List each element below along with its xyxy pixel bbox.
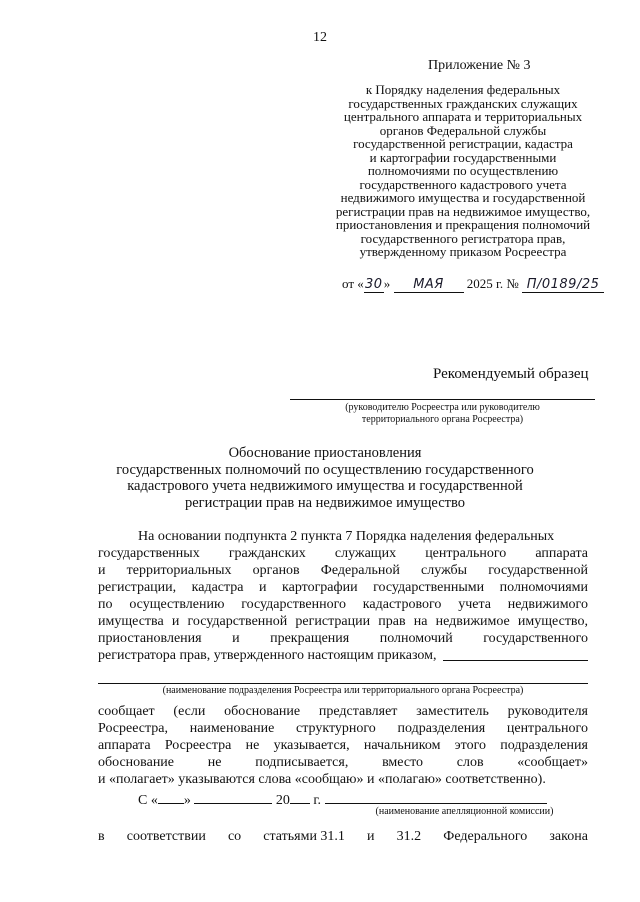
word: государственных: [98, 546, 200, 561]
word: подразделения: [500, 738, 588, 753]
word: недвижимого: [507, 597, 588, 612]
word: государственного: [483, 631, 588, 646]
year-prefix: 20: [275, 793, 290, 808]
word: кадастра: [191, 580, 244, 595]
word: структурного: [296, 721, 376, 736]
appendix-line: государственной регистрации, кадастра: [353, 136, 573, 151]
word: Росреестра: [164, 738, 232, 753]
appendix-line: государственного кадастрового учета: [359, 176, 567, 192]
word: обоснование: [98, 755, 175, 770]
title-line: кадастрового учета недвижимого имущества и государственной: [127, 478, 523, 494]
appendix-line: к Порядку наделения федеральных: [365, 82, 561, 97]
word: наименование: [189, 721, 275, 736]
word: «сообщает»: [517, 755, 588, 770]
word: заместитель: [416, 704, 489, 719]
word: подписывается,: [255, 755, 349, 770]
word: картографии: [282, 580, 358, 595]
paragraph-basis: [98, 528, 588, 664]
appendix-title: Приложение № 3: [428, 58, 531, 73]
word: регистрации,: [98, 580, 177, 595]
word: и: [171, 614, 180, 629]
word: сообщает: [98, 704, 155, 719]
title-line: государственных полномочий по осуществлению государственного: [116, 461, 534, 478]
word: полномочий: [379, 631, 453, 646]
word: аппарата: [98, 738, 151, 753]
word: начальником: [363, 738, 441, 753]
word: и: [367, 829, 375, 844]
word: обоснование: [224, 704, 301, 719]
date-year: 2025 г. №: [466, 276, 519, 291]
justified-line: [98, 579, 588, 596]
appendix-line: утвержденному приказом Росреестра: [359, 244, 567, 259]
word: на: [413, 614, 428, 629]
word: Росреестра,: [98, 721, 168, 736]
justified-line: [98, 754, 588, 771]
word: осуществлению: [129, 597, 225, 612]
word: статьями 31.1: [263, 829, 345, 844]
word: имущество,: [517, 614, 588, 629]
c-mid: »: [183, 793, 191, 808]
date-month-handwritten: МАЯ: [394, 277, 464, 293]
word: по: [98, 597, 113, 612]
date-mid: »: [383, 276, 391, 291]
appendix-line: органов Федеральной службы: [379, 122, 547, 138]
appendix-line: полномочиями по осуществлению: [367, 163, 559, 178]
word: со: [227, 829, 242, 844]
word: центрального: [425, 546, 507, 561]
last-line-text: регистратора прав, утвержденного настоящим приказом,: [98, 648, 437, 663]
appendix-line: недвижимого имущества и государственной: [340, 190, 586, 205]
word: в: [98, 829, 105, 844]
word: имущества: [98, 614, 164, 629]
appendix-body: [318, 83, 608, 259]
subdivision-caption: (наименование подразделения Росреестра или территориального органа Росреестра): [162, 685, 524, 696]
appendix-line: приостановления и прекращения полномочий: [335, 217, 591, 232]
commission-fill-line: [325, 790, 547, 804]
word: органов: [252, 563, 300, 578]
word: государственной: [488, 563, 588, 578]
word: приостановления: [98, 631, 202, 646]
title-line: регистрации прав на недвижимое имущество: [184, 494, 466, 511]
word: регистрации: [295, 614, 371, 629]
sample-label: Рекомендуемый образец: [433, 366, 589, 382]
paragraph-final: [98, 828, 588, 845]
paragraph-first-line: На основании подпункта 2 пункта 7 Порядка наделения федеральных: [138, 529, 555, 544]
word: этого: [454, 738, 487, 753]
word: вместо: [382, 755, 424, 770]
justified-line: [98, 720, 588, 737]
word: (если: [173, 704, 206, 719]
appendix-line: регистрации прав на недвижимое имущество,: [335, 203, 591, 219]
word: государственной: [187, 614, 288, 629]
word: полномочиями: [499, 580, 588, 595]
word: указывается,: [273, 738, 350, 753]
justified-line: [98, 703, 588, 720]
justified-line: [98, 596, 588, 613]
word: слов: [456, 755, 484, 770]
word: не: [245, 738, 260, 753]
day-fill-line: [158, 790, 184, 804]
title-line: Обоснование приостановления: [228, 445, 422, 461]
word: руководителя: [507, 704, 588, 719]
justified-line: [98, 630, 588, 647]
c-prefix: С «: [138, 793, 158, 808]
appendix-line: центрального аппарата и территориальных: [343, 109, 583, 124]
word: прав: [378, 614, 406, 629]
appendix-line: государственных гражданских служащих: [348, 95, 578, 111]
word: прекращения: [270, 631, 350, 646]
year-fill-line: [290, 790, 310, 804]
paragraph-last-line: [98, 647, 588, 664]
word: центрального: [506, 721, 588, 736]
word: закона: [549, 829, 588, 844]
addressee-fill-line: [290, 399, 595, 400]
word: территориальных: [126, 563, 232, 578]
justified-line: [98, 545, 588, 562]
document-title: [60, 445, 590, 511]
word: не: [207, 755, 222, 770]
year-suffix: г.: [313, 793, 322, 808]
date-day-handwritten: 30: [364, 277, 383, 292]
word: и: [259, 580, 267, 595]
word: службы: [421, 563, 468, 578]
word: Федерального: [443, 829, 528, 844]
addressee-caption: [290, 402, 595, 426]
word: государственного: [241, 597, 346, 612]
date-prefix: от «: [342, 276, 364, 291]
caption-line: (руководителю Росреестра или руководителю: [345, 402, 540, 413]
word: кадастрового: [362, 597, 442, 612]
subdivision-full-line: [98, 683, 588, 684]
subdivision-fill-line: [443, 647, 588, 661]
paragraph-last-line: и «полагает» указываются слова «сообщаю» и «полагаю» соответственно).: [98, 772, 546, 787]
caption-line: территориального органа Росреестра): [361, 414, 524, 425]
word: служащих: [334, 546, 397, 561]
word: Федеральной: [320, 563, 400, 578]
justified-line: [98, 562, 588, 579]
appendix-line: и картографии государственными: [369, 149, 557, 165]
commission-caption: (наименование апелляционной комиссии): [375, 806, 554, 817]
word: и: [98, 563, 106, 578]
word: и: [232, 631, 240, 646]
word: 31.2: [396, 829, 422, 844]
word: аппарата: [535, 546, 588, 561]
page-number: 12: [313, 30, 327, 45]
word: государственными: [373, 580, 485, 595]
order-date-line: [342, 276, 604, 293]
month-fill-line: [194, 790, 272, 804]
justified-line: [98, 613, 588, 630]
justified-line: [98, 828, 588, 845]
word: гражданских: [228, 546, 306, 561]
appendix-line: государственного регистратора прав,: [360, 230, 566, 246]
order-number-handwritten: П/0189/25: [522, 277, 604, 293]
word: учета: [458, 597, 491, 612]
word: соответствии: [126, 829, 206, 844]
word: подразделения: [397, 721, 486, 736]
word: представляет: [318, 704, 398, 719]
justified-line: [98, 737, 588, 754]
word: недвижимое: [435, 614, 510, 629]
paragraph-reports: [98, 703, 588, 788]
